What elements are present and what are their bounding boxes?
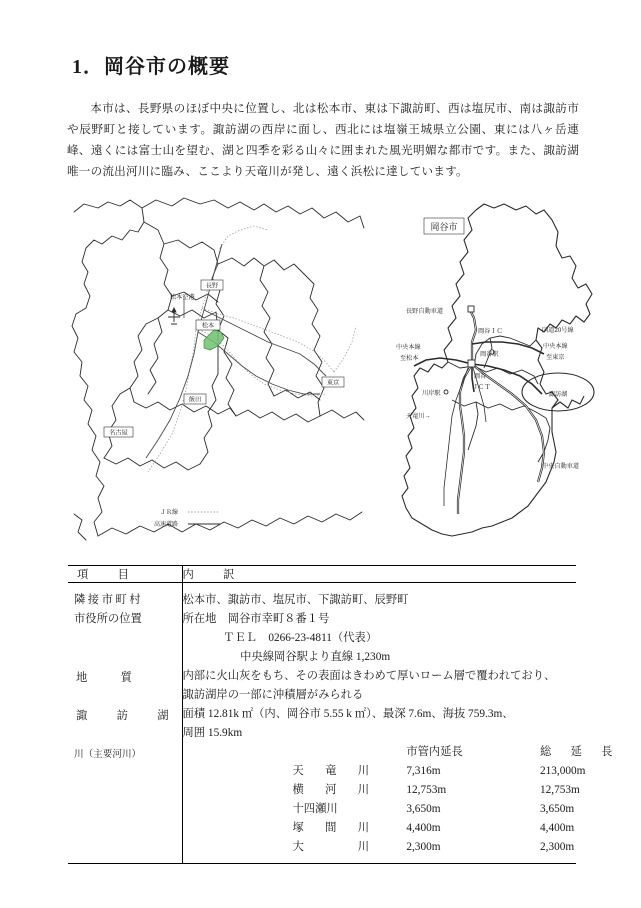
rivers-header-row: [293, 743, 641, 762]
item-label-column: [68, 583, 182, 864]
label-chuo-expressway: 中央自動車道: [542, 463, 580, 470]
river-total: 12,753m: [539, 784, 580, 796]
rivers-col-in-city: 市管内延長: [406, 746, 463, 758]
river-name: 大 川: [292, 841, 374, 853]
river-name: 十四瀬川: [292, 803, 338, 815]
table-body-row: [68, 583, 576, 864]
svg-text:東京: 東京: [326, 379, 340, 387]
river-row: [293, 800, 641, 819]
kawagishi-station-marker: [444, 390, 448, 394]
svg-text:岡谷市: 岡谷市: [430, 222, 458, 232]
river-row: [293, 781, 641, 800]
river-name: 塚 間 川: [292, 822, 374, 834]
river-total: 4,400m: [539, 822, 575, 834]
svg-text:名古屋: 名古屋: [109, 429, 128, 437]
detail-cityhall-address: 所在地 岡谷市幸町８番１号: [182, 613, 330, 625]
river-name: 天 竜 川: [292, 765, 374, 777]
item-label-geology: 地 質: [76, 672, 143, 684]
label-okaya-ic: 岡谷ＩＣ: [478, 328, 503, 335]
table-header-row: [68, 566, 576, 583]
river-total: 2,300m: [539, 841, 575, 853]
region-map-label-matsumoto-airport: [170, 293, 196, 301]
item-label-adjacent: 隣接市町村: [74, 594, 143, 606]
label-chuo-line-tokyo-2: 至東京: [546, 354, 565, 361]
region-map: [68, 196, 368, 544]
okaya-highlight: [204, 330, 224, 350]
region-map-label-nagoya: [104, 427, 133, 437]
svg-text:ＪＲ線: ＪＲ線: [160, 510, 179, 516]
item-label-lake: 諏 訪 湖: [76, 710, 178, 722]
river-in-city: 3,650m: [406, 803, 441, 815]
river-in-city: 12,753m: [406, 784, 447, 796]
detail-cityhall-tel: ＴＥＬ 0266-23-4811（代表）: [223, 632, 378, 644]
label-chuo-line-matsumoto-1: 中央本線: [396, 344, 421, 351]
detail-lake-2: 周囲 15.9km: [182, 727, 243, 739]
region-map-label-tokyo: [322, 377, 344, 387]
detail-adjacent: 松本市、諏訪市、塩尻市、下諏訪町、辰野町: [182, 594, 409, 606]
region-map-label-iida: [184, 394, 206, 404]
river-row: [293, 762, 641, 781]
label-kawagishi-station: 川岸駅: [422, 390, 441, 397]
label-nagano-expressway: 長野自動車道: [406, 308, 444, 315]
intro-paragraph: 本市は、長野県のほぼ中央に位置し、北は松本市、東は下諏訪町、西は塩尻市、南は諏訪市や辰野町と接しています。諏訪湖の西岸に面し、西北には塩嶺王城県立公園、東には八ヶ岳連峰、遠くには富士山を望む、湖と四季を彩る山々に囲まれた風光明媚な都市です。また、諏訪湖唯一の流出河川に臨み、ここより天竜川が発し、遠く浜松に達しています。: [67, 102, 579, 178]
label-tenryu-river: 天竜川→: [406, 413, 431, 420]
item-label-cityhall: 市役所の位置: [74, 613, 142, 625]
summary-table: [68, 565, 617, 864]
city-map: [380, 196, 612, 544]
river-in-city: 2,300m: [406, 841, 441, 853]
svg-text:松本空港: 松本空港: [170, 294, 195, 301]
region-map-legend: [154, 508, 220, 528]
label-chuo-line-tokyo-1: 中央本線: [543, 343, 568, 350]
okaya-jct-marker: [468, 360, 475, 367]
label-route-20: 国道20号線: [542, 327, 574, 334]
detail-geology-1: 内部に火山灰をもち、その表面はきわめて厚いローム層で覆われており、: [182, 670, 556, 682]
label-okaya-jct-1: 岡谷: [474, 373, 487, 380]
city-map-title: [424, 218, 464, 234]
river-in-city: 7,316m: [406, 765, 441, 777]
label-chuo-line-matsumoto-2: 至松本: [400, 355, 419, 362]
detail-lake-1: 面積 12.81k ㎡（内、岡谷市 5.55 k ㎡）、最深 7.6m、海抜 759.3m、: [182, 708, 514, 720]
region-map-label-matsumoto: [196, 320, 220, 330]
detail-geology-2: 諏訪湖岸の一部に沖積層がみられる: [182, 689, 364, 701]
river-name: 横 河 川: [292, 784, 374, 796]
label-okaya-jct-2: ＪＣＴ: [472, 384, 491, 391]
item-label-rivers: 川（主要河川）: [74, 749, 142, 760]
river-in-city: 4,400m: [406, 822, 441, 834]
header-cell-detail: 内 訳: [182, 566, 576, 583]
okaya-ic-marker: [468, 306, 474, 312]
river-row: [293, 819, 641, 838]
rivers-col-blank: [293, 743, 407, 762]
region-map-label-nagano: [201, 280, 223, 290]
page-title: 1．岡谷市の概要: [72, 56, 230, 78]
detail-cityhall-distance: 中央線岡谷駅より直線 1,230m: [240, 651, 391, 663]
detail-column: [182, 583, 617, 864]
label-okaya-station: 岡谷駅: [480, 351, 499, 358]
svg-text:飯田: 飯田: [188, 396, 202, 404]
svg-text:松本: 松本: [201, 322, 215, 330]
maps-band: [0, 196, 641, 544]
svg-text:高速道路: 高速道路: [154, 522, 179, 528]
river-row: [293, 838, 641, 857]
svg-text:長野: 長野: [205, 282, 219, 290]
rivers-table: [293, 743, 641, 857]
header-cell-item: 項 目: [68, 566, 182, 583]
label-lake-suwa: 諏訪湖: [548, 391, 568, 398]
river-total: 213,000m: [539, 765, 586, 777]
rivers-col-total: 総 延 長: [539, 746, 617, 758]
river-total: 3,650m: [539, 803, 575, 815]
